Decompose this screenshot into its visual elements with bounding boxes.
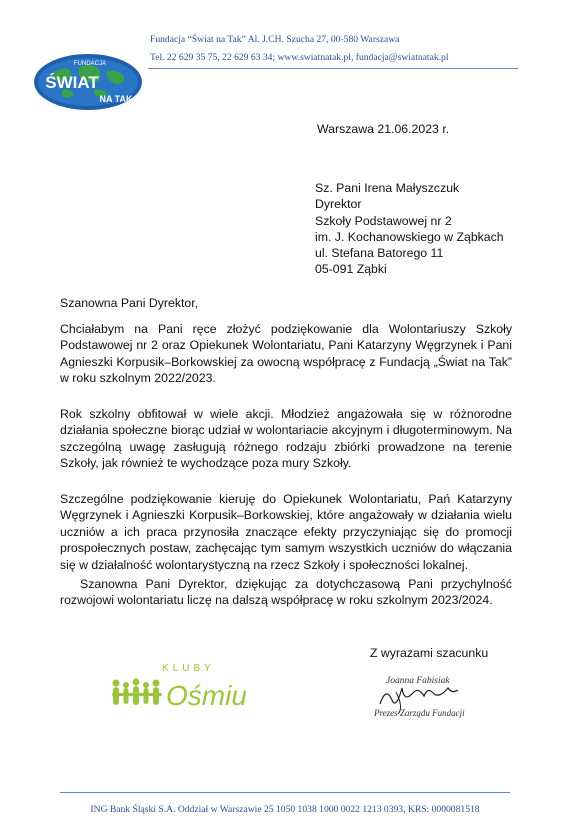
body-paragraph: Rok szkolny obfitował w wiele akcji. Młodzież angażowała się w różnorodne działania społeczne biorąc udział w wolontariacie akcyjnym i długoterminowym. Na szczególną uwagę zasługują różnego rodzaju zbiórki prowadzone na terenie Szkoły, jak również te wychodzące poza mury Szkoły.	[60, 407, 512, 471]
signatory-name: Joanna Fabisiak	[386, 676, 450, 686]
letter-date: Warszawa 21.06.2023 r.	[317, 122, 450, 136]
foundation-logo	[32, 52, 144, 112]
body-paragraph: Szczególne podziękowanie kieruję do Opiekunek Wolontariatu, Pań Katarzyny Węgrzynek i Agnieszki Korpusik–Borkowskiej, które angażowały w działania wielu uczniów a ich praca przynosiła znaczące efekty przyczyniając się do promocji prospołecznych postaw, zachęcając tym samym wszystkich uczniów do włączania się w działalność wolontarystyczną na rzecz Szkoły i społeczności lokalnej.	[60, 492, 512, 572]
addressee-line: 05-091 Ząbki	[315, 262, 387, 277]
footer-divider	[60, 792, 510, 793]
kluby-osmiu-logo	[106, 657, 246, 727]
logo-top-text: FUNDACJA	[73, 61, 107, 67]
addressee-line: im. J. Kochanowskiego w Ząbkach	[315, 229, 504, 244]
body-paragraph: Szanowna Pani Dyrektor, dziękując za dotychczasową Pani przychylność rozwojowi wolontariatu liczę na dalszą współpracę w roku szkolnym 2023/2024.	[60, 577, 512, 608]
people-figures-icon	[112, 679, 162, 706]
footer-bank-details: ING Bank Śląski S.A. Oddział w Warszawie 25 1050 1038 1000 0022 1213 0393, KRS: 0000081518	[90, 804, 480, 815]
kluby-osmiu-logo-icon	[106, 657, 246, 727]
header-address: Fundacja “Świat na Tak” Al. J.CH. Szucha 27, 00-580 Warszawa	[150, 34, 400, 45]
closing-phrase: Z wyrazami szacunku	[370, 646, 489, 660]
salutation: Szanowna Pani Dyrektor,	[60, 296, 199, 310]
header-divider	[148, 68, 518, 69]
addressee-line: Sz. Pani Irena Małyszczuk	[315, 181, 460, 195]
logo-main-text: ŚWIAT	[45, 73, 99, 92]
addressee-line: Dyrektor	[315, 197, 362, 212]
body-paragraph: Chciałabym na Pani ręce złożyć podziękowanie dla Wolontariuszy Szkoły Podstawowej nr 2 oraz Opiekunek Wolontariatu, Pani Katarzyny Węgrzynek i Pani Agnieszki Korpusik–Borkowskiej za owocną współpracę z Fundacją „Świat na Tak” w roku szkolnym 2022/2023.	[60, 322, 512, 386]
addressee-line: ul. Stefana Batorego 11	[315, 246, 444, 261]
klub-logo-top-text: KLUBY	[162, 663, 215, 674]
logo-sub-text: NA TAK	[99, 94, 133, 104]
header-contact: Tel. 22 629 35 75, 22 629 63 34; www.swiatnatak.pl, fundacja@swiatnatak.pl	[150, 52, 449, 63]
addressee-block	[315, 180, 504, 278]
world-map-logo-icon	[32, 52, 144, 112]
klub-logo-main-text: Ośmiu	[166, 680, 246, 711]
addressee-line: Szkoły Podstawowej nr 2	[315, 213, 452, 228]
signatory-title: Prezes Zarządu Fundacji	[374, 708, 465, 718]
signature-block	[366, 672, 496, 722]
